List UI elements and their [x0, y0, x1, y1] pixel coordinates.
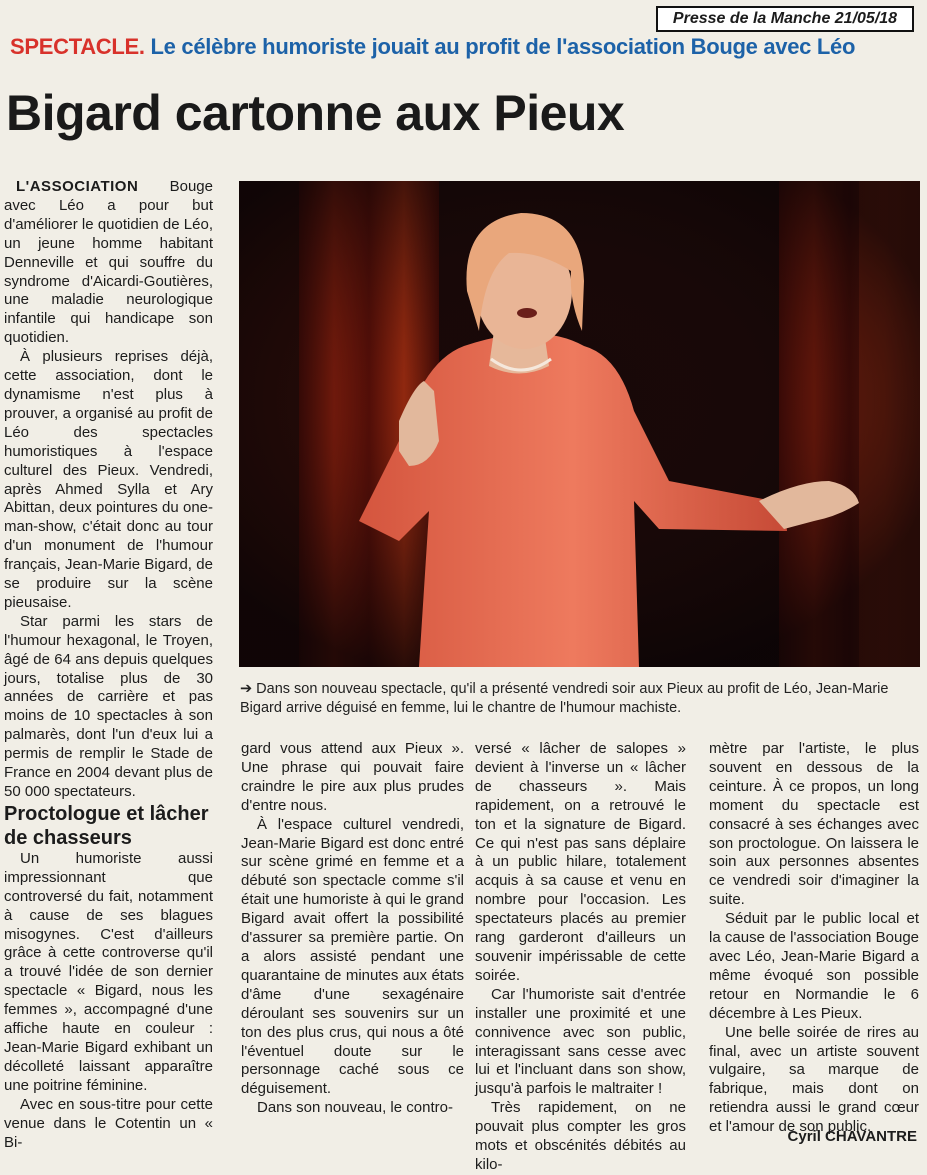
paragraph: gard vous attend aux Pieux ». Une phrase qui pouvait faire craindre le pire aux plus prudes d'entre nous.	[241, 740, 464, 814]
paragraph: Un humoriste aussi impressionnant que controversé du fait, notamment à cause de ses blagues misogynes. C'est d'ailleurs grâce à cette controverse qu'il a trouvé l'idée de son dernier spectacle « Bigard, nous les femmes », accompagné d'une affiche haute en couleur : Jean-Marie Bigard exhibant un décolleté laissant apparaître une poitrine féminine.	[4, 849, 213, 1094]
paragraph: Car l'humoriste sait d'entrée installer une proximité et une connivence avec son public, interagissant sans cesse avec lui et l'incluant dans son show, jusqu'à parfois le maltraiter !	[475, 985, 686, 1098]
paragraph: versé « lâcher de salopes » devient à l'inverse un « lâcher de chasseurs ». Mais rapidement, on a retrouvé le ton et la signature de Bigard. Ce qui n'est pas sans déplaire à un public hilare, totalement acquis à sa cause et venu en nombre pour l'occasion. Les spectateurs placés au premier rang garderont d'ailleurs un souvenir impérissable de cette soirée.	[475, 740, 686, 984]
paragraph-text: Bouge avec Léo a pour but d'améliorer le quotidien de Léo, un jeune homme habitant Denneville et qui souffre du syndrome d'Aicardi-Goutières, une maladie neurologique infantile qui handicape son quotidien.	[4, 178, 213, 347]
author-signature: Cyril CHAVANTRE	[787, 1128, 917, 1145]
paragraph: Séduit par le public local et la cause de l'association Bouge avec Léo, Jean-Marie Bigard a même évoqué son possible retour en Normandie le 6 décembre à Les Pieux.	[709, 910, 919, 1022]
source-label: Presse de la Manche 21/05/18	[656, 6, 914, 32]
caption-text: Dans son nouveau spectacle, qu'il a présenté vendredi soir aux Pieux au profit de Léo, Jean-Marie Bigard arrive déguisé en femme, lui le chantre de l'humour machiste.	[240, 681, 889, 716]
paragraph	[4, 178, 213, 348]
kicker-text: Le célèbre humoriste jouait au profit de l'association Bouge avec Léo	[150, 34, 856, 59]
headline: Bigard cartonne aux Pieux	[6, 85, 625, 141]
paragraph: À plusieurs reprises déjà, cette association, dont le dynamisme n'est plus à prouver, a organisé au profit de Léo des spectacles humoristiques à l'espace culturel des Pieux. Vendredi, après Ahmed Sylla et Ary Abittan, deux pointures du one-man-show, c'était donc au tour d'un monument de l'humour français, Jean-Marie Bigard, de se produire sur la scène pieusaise.	[4, 348, 213, 611]
kicker	[10, 34, 910, 60]
photo-caption	[240, 680, 920, 718]
article-column-4	[709, 740, 919, 1137]
paragraph: Une belle soirée de rires au final, avec un artiste souvent vulgaire, sa marque de fabrique, mais dont on retiendra aussi le grand cœur et l'amour de son public.	[709, 1023, 919, 1136]
subheading: Proctologue et lâcher de chasseurs	[4, 802, 209, 849]
paragraph: Avec en sous-titre pour cette venue dans le Cotentin un « Bi-	[4, 1095, 213, 1151]
paragraph: À l'espace culturel vendredi, Jean-Marie Bigard est donc entré sur scène grimé en femme et a débuté son spectacle comme s'il était une humoriste à qui le grand Bigard avait offert la possibilité d'assurer sa première partie. On a alors assisté pendant une quarantaine de minutes aux états d'âme d'une sexagénaire déroulant ses souvenirs sur un ton des plus crus, qui nous a ôté l'éventuel doute sur le personnage caché sous ce déguisement.	[241, 815, 464, 1098]
lead-word: L'ASSOCIATION	[16, 178, 139, 195]
article-column-3	[475, 740, 686, 1175]
stage-photo	[239, 181, 920, 667]
arrow-icon: ➔	[240, 681, 253, 697]
article-column-2	[241, 740, 464, 1118]
performer-photo	[239, 181, 920, 667]
paragraph: Dans son nouveau, le contro-	[257, 1099, 453, 1117]
kicker-tag: SPECTACLE.	[10, 34, 145, 59]
paragraph: Star parmi les stars de l'humour hexagonal, le Troyen, âgé de 64 ans depuis quelques jours, totalise plus de 30 années de carrière et pas moins de 10 spectacles à son palmarès, dont l'un d'eux lui a permis de remplir le Stade de France en 2004 devant plus de 50 000 spectateurs.	[4, 612, 213, 800]
paragraph: mètre par l'artiste, le plus souvent en dessous de la ceinture. À ce propos, un long moment du spectacle est consacré à ses échanges avec son proctologue. On laissera le soin aux personnes absentes ce vendredi soir d'imaginer la suite.	[709, 740, 919, 909]
article-column-1	[4, 178, 213, 1152]
paragraph: Très rapidement, on ne pouvait plus compter les gros mots et obscénités débités au kilo-	[475, 1099, 686, 1173]
